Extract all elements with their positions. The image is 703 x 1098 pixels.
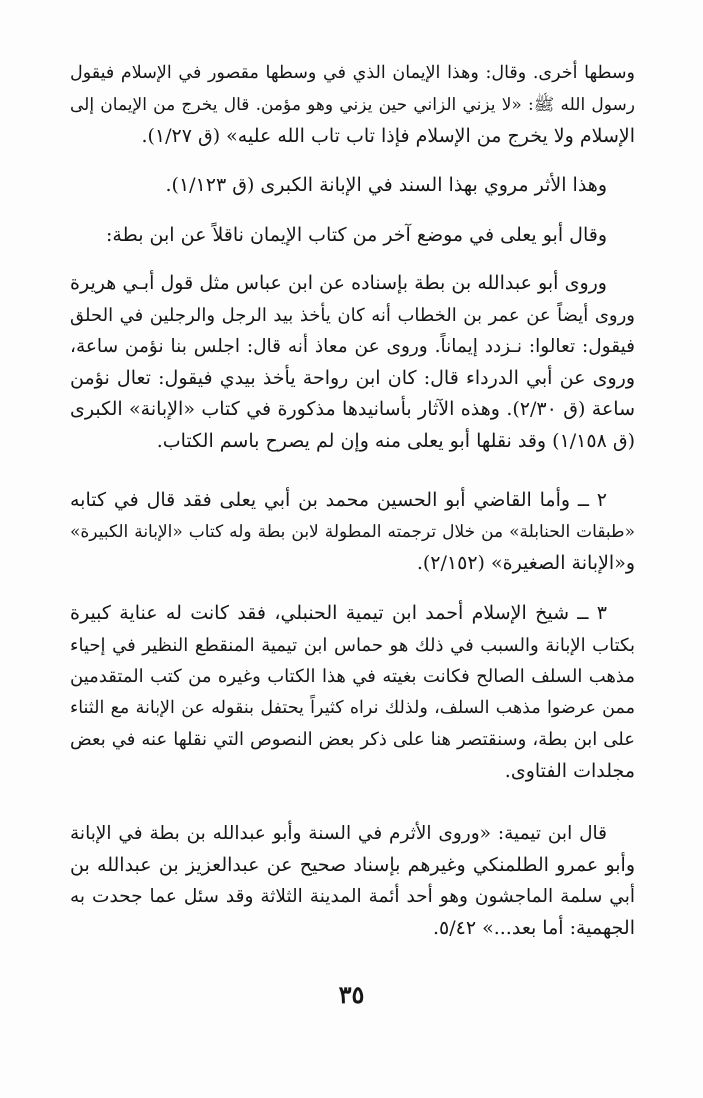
paragraph-4 <box>70 268 635 457</box>
paragraph-5 <box>70 485 635 580</box>
text-line: ساعة (ق ٢/٣٠). وهذه الآثار بأسانيدها مذكورة في كتاب «الإبانة» الكبرى <box>70 398 635 420</box>
text-line: وروى أيضاً عن عمر بن الخطاب أنه كان يأخذ بيد الرجل والرجلين في الحلق <box>70 304 635 326</box>
paragraph-2 <box>70 170 635 202</box>
text-line: بكتاب الإبانة والسبب في ذلك هو حماس ابن تيمية المنقطع النظير في إحياء <box>70 634 635 656</box>
text-line: الإسلام ولا يخرج من الإسلام فإذا تاب تاب الله عليه» (ق ١/٢٧). <box>141 125 635 147</box>
text-line: أبي سلمة الماجشون وهو أحد أئمة المدينة الثلاثة وقد سئل عما جحدت به <box>70 886 635 907</box>
text-line: فيقول: تعالوا: نـزدد إيماناً. وروى عن معاذ أنه قال: اجلس بنا نؤمن ساعة، <box>70 336 635 357</box>
text-line: مذهب السلف الصالح فكانت بغيته في هذا الكتاب وغيره من كتب المتقدمين <box>70 666 635 687</box>
text-line: رسول الله ﷺ: «لا يزني الزاني حين يزني وهو مؤمن. قال يخرج من الإيمان إلى <box>70 94 635 115</box>
paragraph-6 <box>70 598 635 787</box>
page-number: ٣٥ <box>338 980 365 1009</box>
text-line: ٣ ــ شيخ الإسلام أحمد ابن تيمية الحنبلي، فقد كانت له عناية كبيرة <box>70 602 607 624</box>
text-line: «طبقات الحنابلة» من خلال ترجمته المطولة لابن بطة وله كتاب «الإبانة الكبيرة» <box>70 521 635 542</box>
text-line: قال ابن تيمية: «وروى الأثرم في السنة وأبو عبدالله بن بطة في الإبانة <box>70 823 607 844</box>
text-line: وهذا الأثر مروي بهذا السند في الإبانة الكبرى (ق ١/١٢٣). <box>165 174 607 196</box>
text-line: مجلدات الفتاوى. <box>504 759 635 782</box>
text-line: وقال أبو يعلى في موضع آخر من كتاب الإيمان ناقلاً عن ابن بطة: <box>106 224 607 246</box>
text-line: وأبو عمرو الطلمنكي وغيرهم بإسناد صحيح عن عبدالعزيز بن عبدالله بن <box>70 853 635 876</box>
text-line: ممن عرضوا مذهب السلف، ولذلك نراه كثيراً يحتفل بنقوله عن الإبانة مع الثناء <box>70 697 635 718</box>
text-line: على ابن بطة، وسنقتصر هنا على ذكر بعض النصوص التي نقلها عنه في بعض <box>70 729 635 750</box>
text-line: ٢ ــ وأما القاضي أبو الحسين محمد بن أبي يعلى فقد قال في كتابه <box>70 489 607 511</box>
text-line: الجهمية: أما بعد...» ٥/٤٢. <box>432 916 635 939</box>
paragraph-7 <box>70 818 635 944</box>
paragraph-1 <box>70 58 635 153</box>
text-line: وروى أبو عبدالله بن بطة بإسناده عن ابن عباس مثل قول أبـي هريرة <box>70 272 607 294</box>
paragraph-3 <box>70 220 635 252</box>
text-line: (ق ١/١٥٨) وقد نقلها أبو يعلى منه وإن لم يصرح باسم الكتاب. <box>156 429 635 452</box>
text-line: وروى عن أبي الدرداء قال: كان ابن رواحة يأخذ بيدي فيقول: تعال نؤمن <box>70 366 635 389</box>
text-line: و«الإبانة الصغيرة» (٢/١٥٢). <box>416 552 635 574</box>
text-line: وسطها أخرى. وقال: وهذا الإيمان الذي في وسطها مقصور في الإسلام فيقول <box>70 63 635 83</box>
